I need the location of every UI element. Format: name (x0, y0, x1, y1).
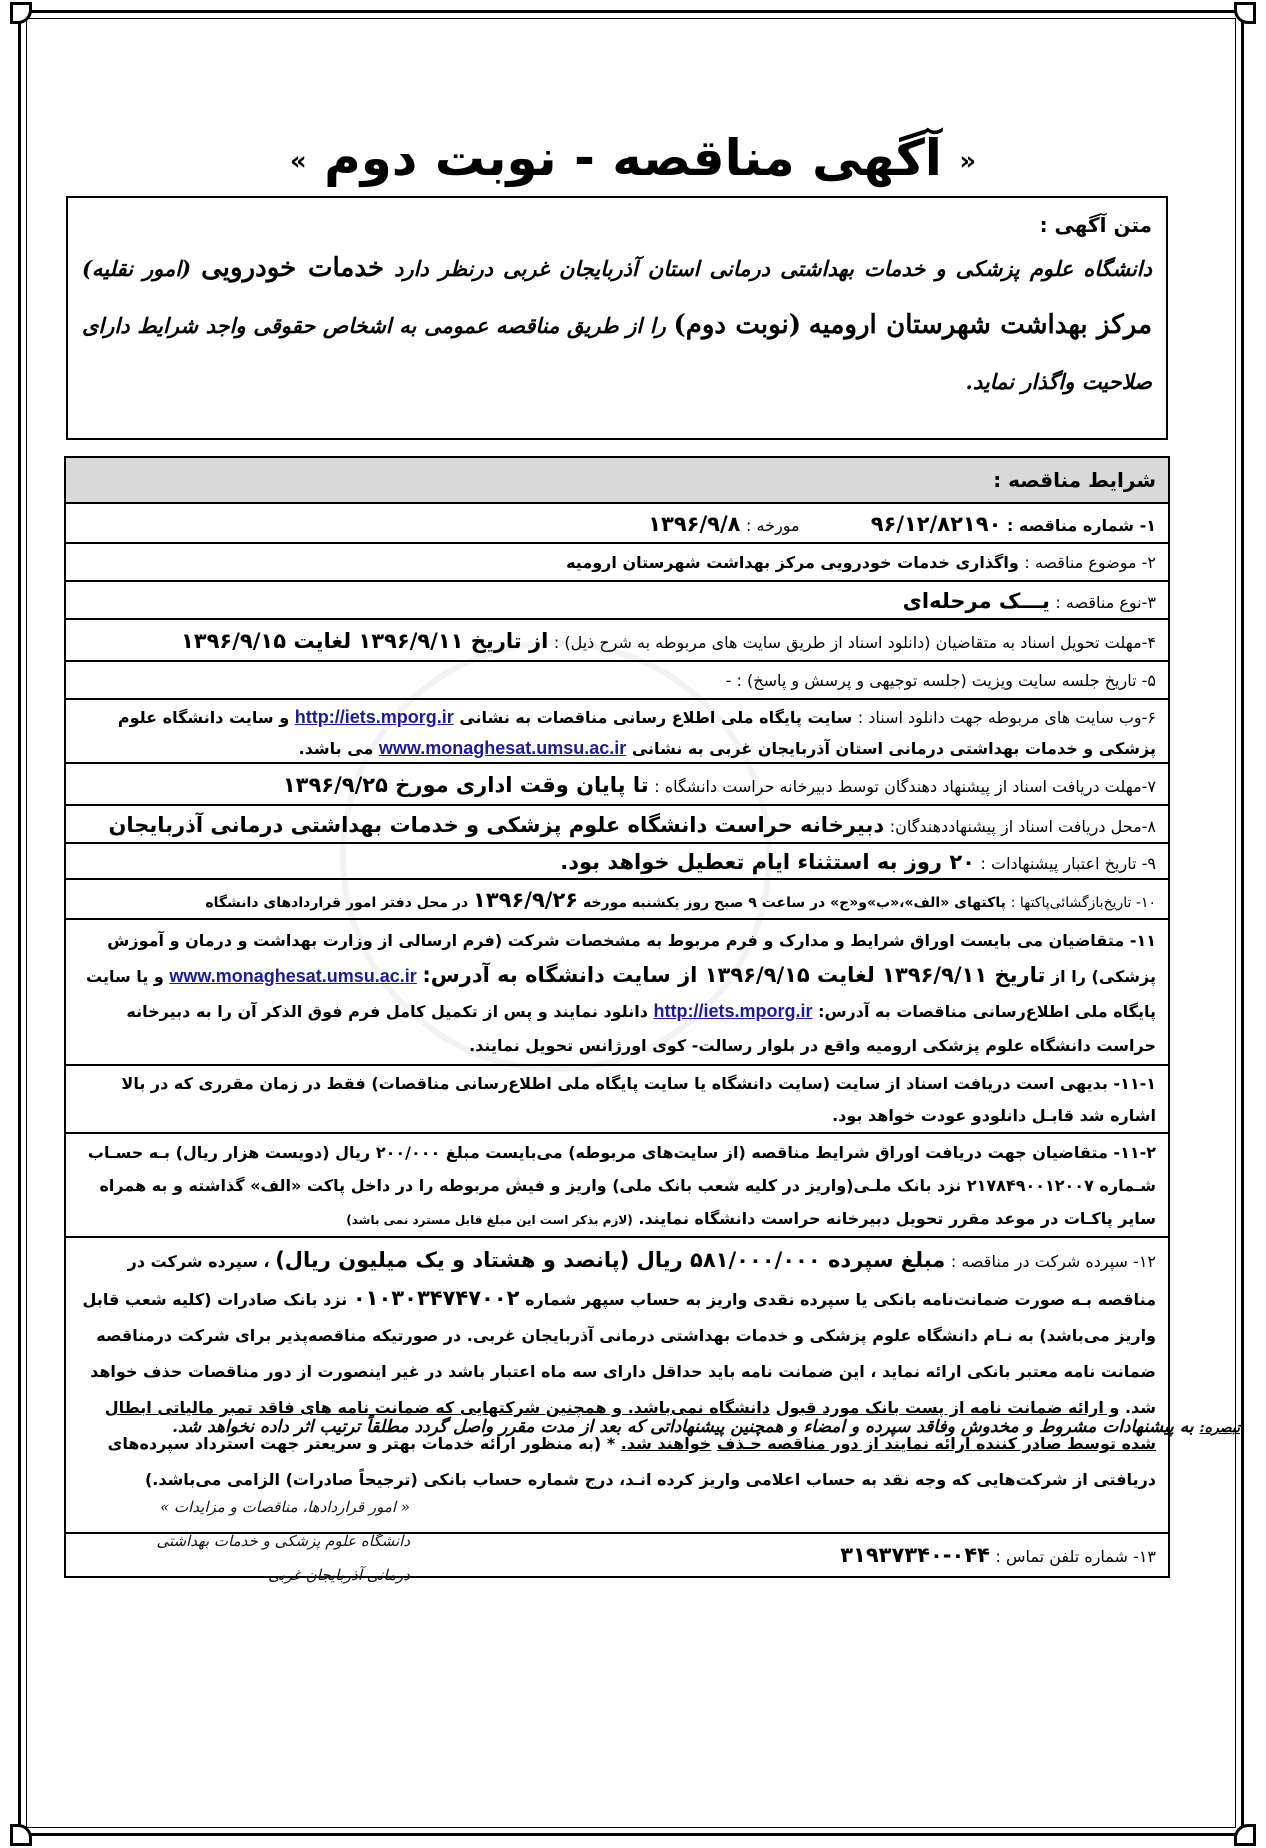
bid-validity: ۲۰ روز به استثناء ایام تعطیل خواهد بود. (560, 850, 975, 874)
row-text-underlined: دانشگاه نمی‌باشد. و همچنین شرکتهایی که ضمانت نامه های فاقد تمبر مالیاتی ابطال شده توسط صادر کننده ارائه نمایند از دور مناقصه حـذف (104, 1398, 1156, 1453)
condition-row-7 (66, 764, 1168, 806)
download-period: تاریخ ۱۳۹۶/۹/۱۱ لغایت ۱۳۹۶/۹/۱۵ از سایت دانشگاه به آدرس: (422, 963, 1046, 987)
iets-link[interactable]: http://iets.mporg.ir (294, 707, 454, 727)
row-note: * (به منظور ارائه خدمات بهتر و سریعتر جهت استرداد سپرده‌های دریافتی از شرکت‌هایی که وجه نقد به حساب اعلامی واریز کرده انـد، درج (107, 1434, 1156, 1489)
monaghesat-link[interactable]: www.monaghesat.umsu.ac.ir (378, 738, 627, 758)
conditions-header: شرایط مناقصه : (66, 458, 1168, 504)
row-text: اطلاع‌رسانی مناقصات به آدرس: (818, 1002, 1070, 1021)
tender-type: یـــک مرحله‌ای (902, 589, 1050, 613)
row-text: ۱۱-۱- بدیهی است دریافت اسناد از سایت (سایت دانشگاه یا سایت پایگاه ملی اطلاع‌رسانی مناقصات) فقط در زمان مقرری که در بالا اشاره شد قابـل (121, 1074, 1156, 1125)
notice-line1-end: (امور نقلیه) (82, 256, 192, 281)
deposit-amount: مبلغ سپرده ۵۸۱/۰۰۰/۰۰۰ ریال (پانصد و هشتاد و یک میلیون ریال) (275, 1248, 946, 1272)
row-text: علوم پزشکی ارومیه واقع در بلوار رسالت- کوی اورژانس تحویل نمایند. (469, 1036, 1025, 1055)
notice-text (82, 240, 1152, 410)
tender-subject: واگذاری خدمات خودرویی مرکز بهداشت شهرستان ارومیه (566, 553, 1019, 572)
row-text: ۱۱-۲- متقاضیان جهت دریافت اوراق شرایط مناقصه (از سایت‌های مربوطه) می‌بایست مبلغ ۲۰۰/۰۰۰ ریال (دویست هزار ریال) بـه حسـاب شـماره (87, 1143, 1156, 1195)
signature-line2: دانشگاه علوم پزشکی و خدمات بهداشتی درمانی آذربایجان غربی (156, 1532, 410, 1584)
row-label: ۴-مهلت تحویل اسناد به متقاضیان (دانلود اسناد از طریق سایت های مربوطه به شرح ذیل) : (553, 633, 1156, 652)
row-label: ۱۰- تاریخ‌بازگشائی‌پاکتها : (1010, 895, 1156, 911)
condition-row-11 (66, 920, 1168, 1066)
row-text: پزشکی و خدمات بهداشتی درمانی استان آذربایجان غربی به نشانی (631, 739, 1156, 758)
row-text: و یا سایت پایگاه ملی (86, 967, 1156, 1021)
condition-row-11-2 (66, 1134, 1168, 1238)
footnote (30, 1412, 1240, 1443)
row-text: نزد بانک صادرات (کلیه شعب قابل واریز می‌باشد) به نـام (82, 1290, 1156, 1345)
iets-link[interactable]: http://iets.mporg.ir (653, 1001, 813, 1021)
row-label: ۲- موضوع مناقصه : (1024, 553, 1156, 572)
signature-line1: « امور قراردادها، مناقصات و مزایدات » (160, 1498, 410, 1516)
contact-phone: ۰۴۴-۳۱۹۳۷۳۴۰ (840, 1543, 990, 1567)
row-text: و سایت دانشگاه علوم (117, 708, 290, 727)
submission-deadline: تا پایان وقت اداری مورخ ۱۳۹۶/۹/۲۵ (282, 773, 649, 797)
notice-service-name: خدمات خودرویی (201, 253, 385, 283)
row-text: ۱۱- متقاضیان می بایست اوراق شرایط و مدارک و فرم مربوط به مشخصات شرکت (فرم ارسالی از وزارت بهداشت و درمان و آموزش پزشکی) را از (107, 931, 1156, 986)
notice-round: (نوبت دوم) (673, 310, 802, 340)
document-delivery-period: از تاریخ ۱۳۹۶/۹/۱۱ لغایت ۱۳۹۶/۹/۱۵ (180, 629, 549, 653)
notice-line3: دارای صلاحیت واگذار نماید. (82, 313, 1152, 394)
row-note: (لازم بذکر است این مبلغ قابل مسترد نمی باشد) (346, 1213, 633, 1227)
title-text: آگهی مناقصه - نوبت دوم (324, 129, 942, 187)
condition-row-11-1 (66, 1066, 1168, 1134)
tender-date: ۱۳۹۶/۹/۸ (648, 512, 741, 536)
row-label: ۶-وب سایت های مربوطه جهت دانلود اسناد : (857, 708, 1156, 727)
condition-row-2 (66, 544, 1168, 582)
notice-label: متن آگهی : (1039, 213, 1152, 237)
condition-row-3 (66, 582, 1168, 620)
monaghesat-link[interactable]: www.monaghesat.umsu.ac.ir (169, 966, 417, 986)
row-label: ۹- تاریخ اعتبار پیشنهادات : (980, 854, 1156, 873)
title-quote-close: » (289, 146, 307, 177)
row-text: ۲۱۷۸۴۹۰۰۱۲۰۰۷ نزد بانک ملـی(واریز در کلیه شعب بانک ملی) واریز و فیش مربوطه را در داخل پاکت «الف» گذاشته و به همراه سایر پاکـات در (99, 1176, 1156, 1228)
opening-date: ۱۳۹۶/۹/۲۶ (473, 888, 579, 912)
signature-block (110, 1490, 410, 1592)
notice-line2: را از طریق مناقصه عمومی به اشخاص حقوقی واجد شرایط (137, 313, 666, 338)
row-note: شماره حساب بانکی (ترجیحاً صادرات) الزامی می‌باشد.) (144, 1470, 580, 1489)
date-label: مورخه : (746, 516, 800, 535)
condition-row-6 (66, 700, 1168, 764)
row-label: ۸-محل دریافت اسناد از پیشنهاددهندگان: (889, 817, 1156, 836)
row-text: ، سپرده شرکت در مناقصه بـه (127, 1252, 1156, 1309)
corner-ornament (1234, 1824, 1256, 1846)
row-text: دانلودو عودت خواهد بود. (832, 1106, 1027, 1125)
footnote-text: به پیشنهادات مشروط و مخدوش وفاقد سپرده و امضاء و همچنین پیشنهاداتی که بعد از مدت مقرر واصل گردد مطلقاً ترتیب اثر داده نخواهد شد. (172, 1417, 1194, 1437)
condition-row-1 (66, 504, 1168, 544)
row-text: دانلود نمایند و پس از تکمیل کامل فرم فوق الذکر آن را به دبیرخانه حراست دانشگاه (126, 1002, 1156, 1055)
conditions-table (64, 456, 1170, 1578)
condition-row-8 (66, 806, 1168, 844)
account-number: ۰۱۰۳۰۳۴۷۴۷۰۰۲ (352, 1286, 520, 1310)
condition-row-5 (66, 662, 1168, 700)
row-text: در محل دفتر امور قراردادهای دانشگاه (205, 895, 469, 911)
title-quote-open: « (959, 146, 977, 177)
row-text: می باشد. (298, 739, 374, 758)
condition-row-10 (66, 880, 1168, 920)
condition-row-9 (66, 844, 1168, 880)
notice-center-name: مرکز بهداشت شهرستان ارومیه (808, 310, 1153, 340)
submission-location: دبیرخانه حراست دانشگاه علوم پزشکی و خدمات بهداشتی درمانی آذربایجان (108, 813, 885, 837)
row-text: موعد مقرر تحویل دبیرخانه حراست دانشگاه نمایند. (638, 1209, 1036, 1228)
row-text: پاکتهای «الف»،«ب»و«ج» در ساعت ۹ صبح روز یکشنبه مورخه (582, 895, 1006, 911)
notice-line1: دانشگاه علوم پزشکی و خدمات بهداشتی درمانی استان آذربایجان غربی درنظر دارد (394, 256, 1152, 281)
row-label: ۷-مهلت دریافت اسناد از پیشنهاد دهندگان توسط دبیرخانه حراست دانشگاه : (654, 777, 1156, 796)
row-text-underlined: خواهند شد. (620, 1434, 712, 1453)
row-text-underlined: و ارائه ضمانت نامه از پست بانک مورد قبول (775, 1398, 1120, 1417)
condition-row-4 (66, 620, 1168, 662)
row-label: ۱- شماره مناقصه : (1006, 516, 1156, 535)
tender-number: ۹۶/۱۲/۸۲۱۹۰ (870, 512, 1002, 536)
notice-box (66, 196, 1168, 440)
row-label: ۳-نوع مناقصه : (1055, 593, 1156, 612)
row-text: دانشگاه علوم پزشکی و خدمات بهداشتی درمانی آذربایجان غربی. در صورتیکه مناقصه‌پذیر برای شرکت درمناقصه ضمانت نامه معتبر بانکی ارائه نماید ، (96, 1326, 1156, 1381)
site-visit-date: ۵- تاریخ جلسه سایت ویزیت (جلسه توجیهی و پرسش و پاسخ) : - (725, 671, 1156, 690)
row-label: ۱۳- شماره تلفن تماس : (995, 1547, 1156, 1566)
row-text: این ضمانت نامه باید حداقل دارای سه ماه اعتبار باشد در غیر اینصورت از دور مناقصات حذف خواهد شد. (90, 1362, 1156, 1417)
row-label: ۱۲- سپرده شرکت در مناقصه : (950, 1252, 1156, 1271)
row-text: صورت ضمانت‌نامه بانکی یا سپرده نقدی واریز به حساب سپهر شماره (525, 1290, 1066, 1309)
footnote-tag: تبصره: (1199, 1420, 1240, 1436)
row-text: سایت پایگاه ملی اطلاع رسانی مناقصات به نشانی (459, 708, 853, 727)
page-title (60, 128, 1206, 192)
